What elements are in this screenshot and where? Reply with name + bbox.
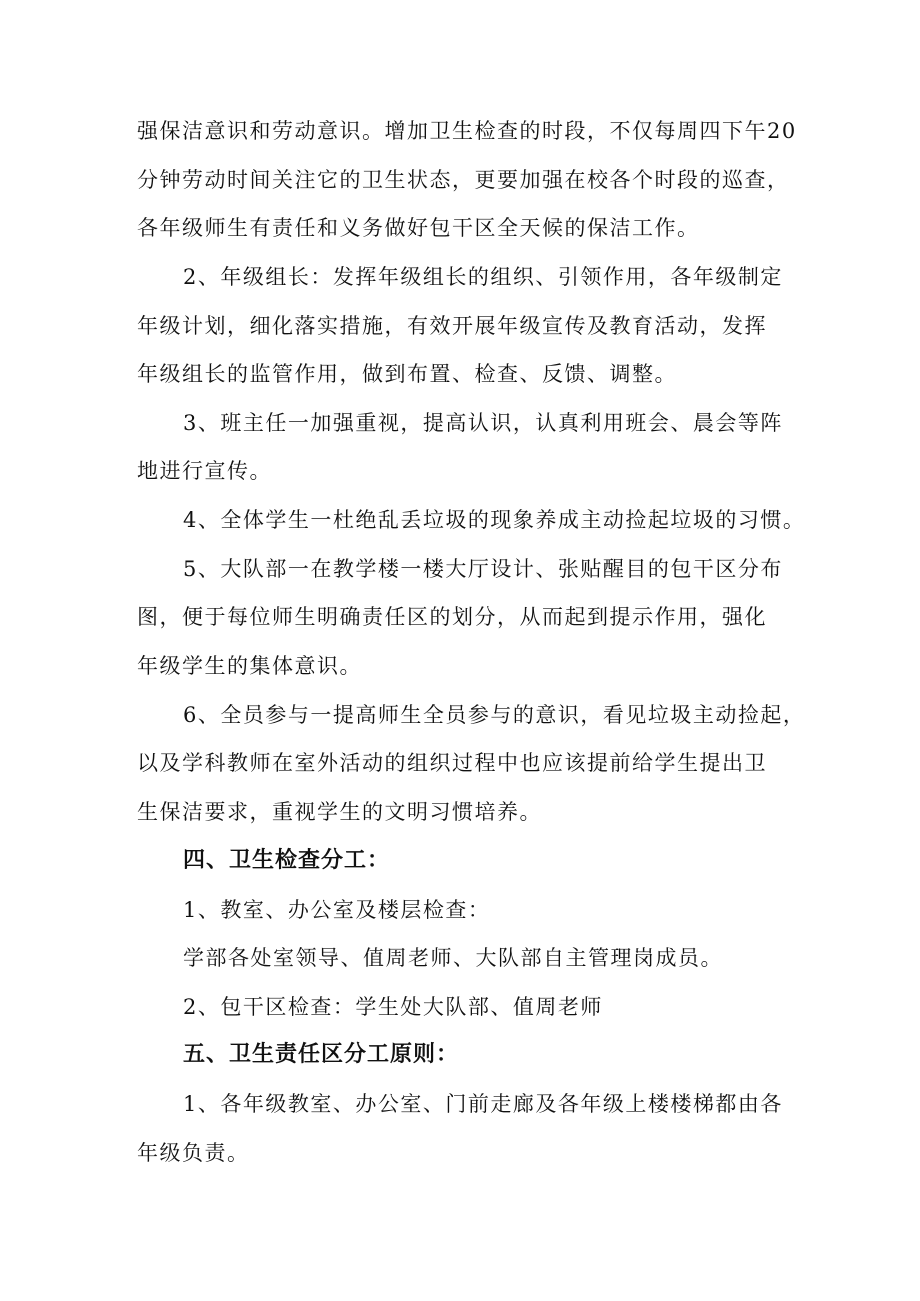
paragraph-line: 图，便于每位师生明确责任区的划分，从而起到提示作用，强化 [137,605,767,629]
paragraph-line: 6、全员参与一提高师生全员参与的意识，看见垃圾主动捡起， [183,703,806,727]
paragraph-line: 3、班主任一加强重视，提高认识，认真利用班会、晨会等阵 [183,411,783,435]
paragraph-line: 强保洁意识和劳动意识。增加卫生检查的时段，不仅每周四下午20 [137,119,797,143]
paragraph-line: 2、年级组长：发挥年级组长的组织、引领作用，各年级制定 [183,265,783,289]
paragraph-line: 5、大队部一在教学楼一楼大厅设计、张贴醒目的包干区分布 [183,557,783,581]
paragraph-line: 学部各处室领导、值周老师、大队部自主管理岗成员。 [183,946,723,970]
paragraph-line: 1、教室、办公室及楼层检查： [183,898,491,922]
paragraph-line: 年级负责。 [137,1141,250,1165]
paragraph-line: 年级学生的集体意识。 [137,654,362,678]
paragraph-line: 年级计划，细化落实措施，有效开展年级宣传及教育活动，发挥 [137,314,767,338]
paragraph-line: 分钟劳动时间关注它的卫生状态，更要加强在校各个时段的巡查， [137,168,790,192]
paragraph-line: 1、各年级教室、办公室、门前走廊及各年级上楼楼梯都由各 [183,1092,783,1116]
paragraph-line: 4、全体学生一杜绝乱丢垃圾的现象养成主动捡起垃圾的习惯。 [183,508,806,532]
paragraph-line: 各年级师生有责任和义务做好包干区全天候的保洁工作。 [137,216,700,240]
section-heading: 五、卫生责任区分工原则： [183,1042,460,1067]
paragraph-line: 年级组长的监管作用，做到布置、检查、反馈、调整。 [137,362,677,386]
paragraph-line: 地进行宣传。 [137,459,272,483]
paragraph-line: 2、包干区检查：学生处大队部、值周老师 [183,995,603,1019]
paragraph-line: 生保洁要求，重视学生的文明习惯培养。 [137,800,542,824]
paragraph-line: 以及学科教师在室外活动的组织过程中也应该提前给学生提出卫 [137,751,767,775]
section-heading: 四、卫生检查分工： [183,848,391,873]
